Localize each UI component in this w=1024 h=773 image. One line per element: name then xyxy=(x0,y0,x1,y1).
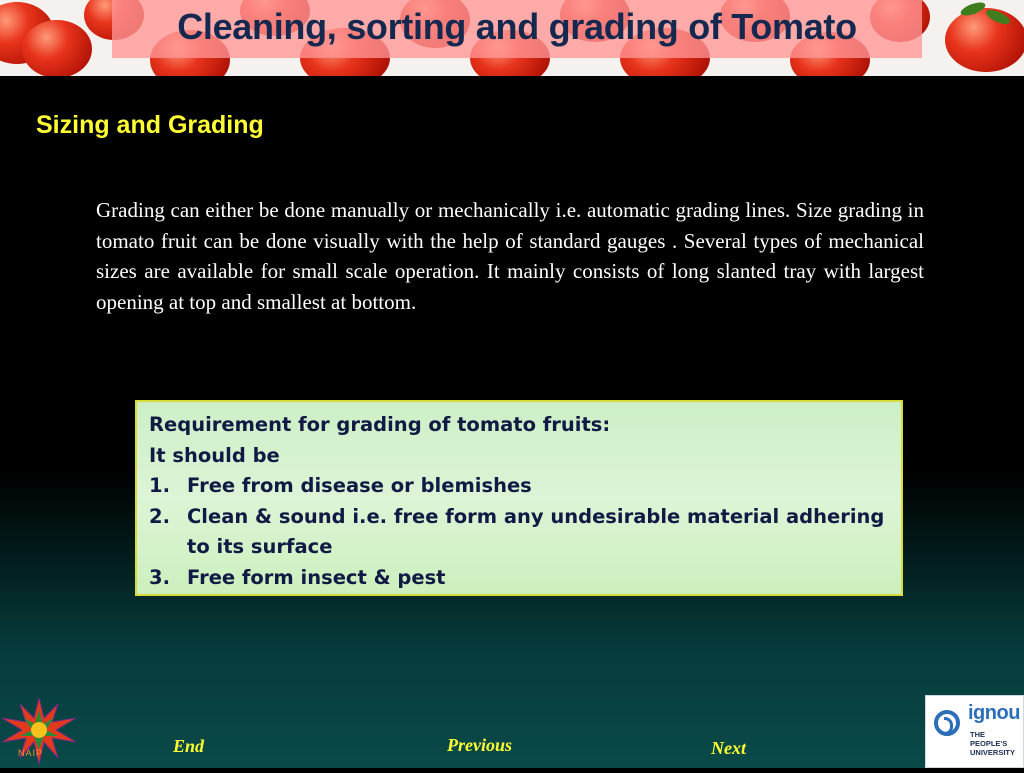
list-item xyxy=(149,471,889,502)
ignou-logo-name: ignou xyxy=(968,702,1020,724)
list-item-text: Free form insect & pest xyxy=(187,565,446,589)
list-item-number: 3. xyxy=(149,565,170,589)
list-item-number: 2. xyxy=(149,504,170,528)
naip-logo-text: NAIP xyxy=(18,748,44,758)
header-banner xyxy=(0,0,1024,76)
list-item-text: Clean & sound i.e. free form any undesirable material adhering to its surface xyxy=(187,504,885,558)
ignou-logo-icon xyxy=(934,710,960,736)
requirements-box xyxy=(135,400,903,596)
list-item-number: 1. xyxy=(149,474,170,497)
body-paragraph: Grading can either be done manually or mechanically i.e. automatic grading lines. Size grading in tomato fruit can be done visually with the help of standard gauges . Several types of mechanical sizes are available for small scale operation. It mainly consists of long slanted tray with largest opening at top and smallest at bottom. xyxy=(96,198,924,314)
requirements-list xyxy=(149,471,889,593)
requirements-title: Requirement for grading of tomato fruits: xyxy=(149,413,611,436)
ignou-tagline-line-2: UNIVERSITY xyxy=(970,748,1016,757)
ignou-logo-tagline xyxy=(970,730,1023,757)
next-link[interactable]: Next xyxy=(711,738,746,758)
ignou-tagline-line-1: THE PEOPLE'S xyxy=(970,730,1008,748)
list-item-text: Free from disease or blemishes xyxy=(187,474,532,497)
end-link[interactable]: End xyxy=(173,736,205,756)
list-item xyxy=(149,502,889,563)
previous-link[interactable]: Previous xyxy=(447,735,512,755)
list-item xyxy=(149,563,889,594)
section-heading: Sizing and Grading xyxy=(36,111,264,139)
requirements-intro: It should be xyxy=(149,443,280,467)
page-title: Cleaning, sorting and grading of Tomato xyxy=(177,6,857,47)
ignou-logo xyxy=(925,695,1024,768)
